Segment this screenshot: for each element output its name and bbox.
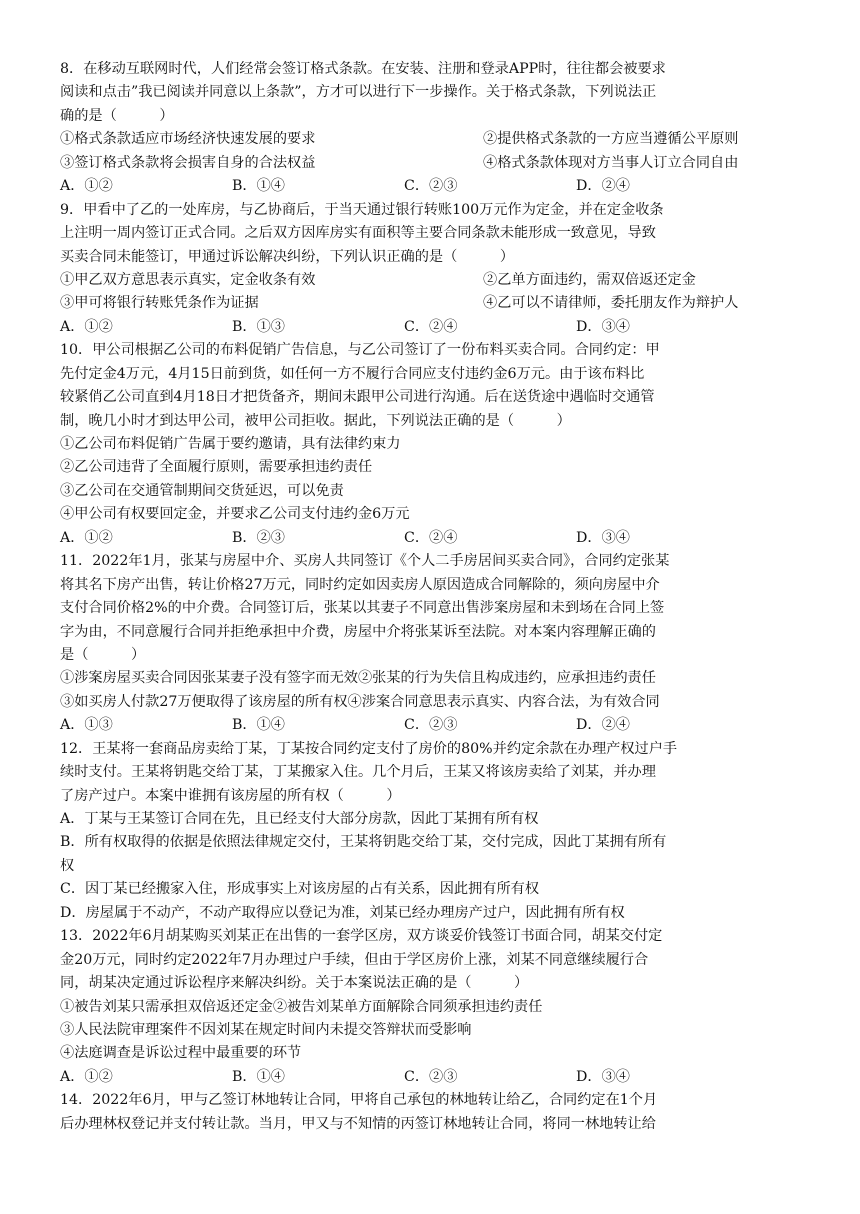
choice: D．房屋属于不动产，不动产取得应以登记为准，刘某已经办理房产过户，因此拥有所有权 xyxy=(60,904,625,921)
statement: ③如买房人付款27万便取得了该房屋的所有权④涉案合同意思表示真实、内容合法，为有效合同 xyxy=(60,693,660,710)
option-a: A．①② xyxy=(60,178,113,195)
option-b: B．①④ xyxy=(232,717,285,734)
statement-row xyxy=(60,152,805,175)
option-a: A．①③ xyxy=(60,717,113,734)
question-stem: 较紧俏乙公司直到4月18日才把货备齐，期间未跟甲公司进行沟通。后在送货途中遇临时交通管 xyxy=(60,389,655,406)
option-c: C．②③ xyxy=(404,1068,458,1085)
statement: ③人民法院审理案件不因刘某在规定时间内未提交答辩状而受影响 xyxy=(60,1021,472,1038)
option-a: A．①② xyxy=(60,318,113,335)
answer-options xyxy=(60,714,805,737)
question-stem: 14．2022年6月，甲与乙签订林地转让合同，甲将自己承包的林地转让给乙，合同约定在1个月 xyxy=(60,1092,658,1109)
question-stem: 确的是（ ） xyxy=(60,107,174,124)
option-b: B．①④ xyxy=(232,1068,285,1085)
choice: C．因丁某已经搬家入住，形成事实上对该房屋的占有关系，因此拥有所有权 xyxy=(60,881,540,898)
question-stem: 续时支付。王某将钥匙交给丁某，丁某搬家入住。几个月后，王某又将该房卖给了刘某，并办理 xyxy=(60,764,656,781)
choice: B．所有权取得的依据是依照法律规定交付，王某将钥匙交给丁某，交付完成，因此丁某拥有所有 xyxy=(60,834,667,851)
statement: ②提供格式条款的一方应当遵循公平原则 xyxy=(483,131,739,148)
statement: ②乙公司违背了全面履行原则，需要承担违约责任 xyxy=(60,459,373,476)
statement-row xyxy=(60,292,805,315)
question-8 xyxy=(60,58,805,199)
statement-row xyxy=(60,128,805,151)
question-stem: 11．2022年1月，张某与房屋中介、买房人共同签订《个人二手房居间买卖合同》，合同约定张某 xyxy=(60,553,670,570)
statement: ④乙可以不请律师，委托朋友作为辩护人 xyxy=(483,295,739,312)
statement: ①格式条款适应市场经济快速发展的要求 xyxy=(60,131,316,148)
answer-options xyxy=(60,527,805,550)
choice: A．丁某与王某签订合同在先，且已经支付大部分房款，因此丁某拥有所有权 xyxy=(60,811,539,827)
option-d: D．③④ xyxy=(576,1068,630,1085)
option-b: B．②③ xyxy=(232,529,285,546)
statement: ①甲乙双方意思表示真实，定金收条有效 xyxy=(60,271,316,288)
question-10 xyxy=(60,339,805,550)
question-stem: 制，晚几小时才到达甲公司，被甲公司拒收。据此，下列说法正确的是（ ） xyxy=(60,412,571,429)
option-c: C．②④ xyxy=(404,529,458,546)
option-c: C．②③ xyxy=(404,717,458,734)
statement: ③甲可将银行转账凭条作为证据 xyxy=(60,295,259,312)
option-d: D．②④ xyxy=(576,178,630,195)
option-d: D．③④ xyxy=(576,318,630,335)
question-stem: 了房产过户。本案中谁拥有该房屋的所有权（ ） xyxy=(60,787,401,804)
statement: ③乙公司在交通管制期间交货延迟，可以免责 xyxy=(60,482,344,499)
question-stem: 上注明一周内签订正式合同。之后双方因库房实有面积等主要合同条款未能形成一致意见，导致 xyxy=(60,225,656,242)
question-14 xyxy=(60,1089,805,1136)
answer-options xyxy=(60,175,805,198)
statement: ④法庭调查是诉讼过程中最重要的环节 xyxy=(60,1045,302,1062)
question-stem: 阅读和点击”我已阅读并同意以上条款”，方才可以进行下一步操作。关于格式条款，下列说法正 xyxy=(60,84,657,101)
question-stem: 金20万元，同时约定2022年7月办理过户手续，但由于学区房价上涨，刘某不同意继续履行合 xyxy=(60,951,649,968)
statement: ④甲公司有权要回定金，并要求乙公司支付违约金6万元 xyxy=(60,506,410,523)
option-c: C．②④ xyxy=(404,318,458,335)
question-stem: 支付合同价格2%的中介费。合同签订后，张某以其妻子不同意出售涉案房屋和未到场在合同上签 xyxy=(60,600,665,617)
question-11 xyxy=(60,550,805,738)
answer-options xyxy=(60,1066,805,1089)
option-d: D．③④ xyxy=(576,529,630,546)
exam-page xyxy=(60,58,805,1136)
option-b: B．①④ xyxy=(232,178,285,195)
question-stem: 买卖合同未能签订，甲通过诉讼解决纠纷，下列认识正确的是（ ） xyxy=(60,248,515,265)
statement: ①乙公司布料促销广告属于要约邀请，具有法律约束力 xyxy=(60,436,401,452)
statement: ①被告刘某只需承担双倍返还定金②被告刘某单方面解除合同须承担违约责任 xyxy=(60,998,543,1015)
question-stem: 字为由，不同意履行合同并拒绝承担中介费，房屋中介将张某诉至法院。对本案内容理解正确的 xyxy=(60,623,656,640)
question-stem: 8．在移动互联网时代，人们经常会签订格式条款。在安装、注册和登录APP时，往往都会被要求 xyxy=(60,61,666,77)
option-a: A．①② xyxy=(60,529,113,546)
question-stem: 后办理林权登记并支付转让款。当月，甲又与不知情的丙签订林地转让合同，将同一林地转让给 xyxy=(60,1115,656,1132)
option-b: B．①③ xyxy=(232,318,285,335)
question-12 xyxy=(60,738,805,926)
question-stem: 13．2022年6月胡某购买刘某正在出售的一套学区房，双方谈妥价钱签订书面合同，胡某交付定 xyxy=(60,928,663,945)
question-stem: 12．王某将一套商品房卖给丁某，丁某按合同约定支付了房价的80%并约定余款在办理产权过户手 xyxy=(60,740,678,757)
statement: ①涉案房屋买卖合同因张某妻子没有签字而无效②张某的行为失信且构成违约，应承担违约责任 xyxy=(60,670,656,687)
question-stem: 同，胡某决定通过诉讼程序来解决纠纷。关于本案说法正确的是（ ） xyxy=(60,975,529,992)
question-stem: 先付定金4万元，4月15日前到货，如任何一方不履行合同应支付违约金6万元。由于该布料比 xyxy=(60,365,645,382)
question-stem: 9．甲看中了乙的一处库房，与乙协商后，于当天通过银行转账100万元作为定金，并在定金收条 xyxy=(60,201,664,218)
statement: ④格式条款体现对方当事人订立合同自由 xyxy=(483,154,739,171)
choice: 权 xyxy=(60,857,75,874)
question-13 xyxy=(60,925,805,1089)
statement: ③签订格式条款将会损害自身的合法权益 xyxy=(60,154,316,171)
statement: ②乙单方面违约，需双倍返还定金 xyxy=(483,271,696,288)
option-d: D．②④ xyxy=(576,717,630,734)
option-c: C．②③ xyxy=(404,178,458,195)
answer-options xyxy=(60,316,805,339)
question-stem: 将其名下房产出售，转让价格27万元，同时约定如因卖房人原因造成合同解除的，须向房屋中介 xyxy=(60,576,660,593)
question-stem: 10．甲公司根据乙公司的布料促销广告信息，与乙公司签订了一份布料买卖合同。合同约定：甲 xyxy=(60,342,660,359)
question-stem: 是（ ） xyxy=(60,646,146,663)
option-a: A．①② xyxy=(60,1068,113,1085)
question-9 xyxy=(60,199,805,340)
statement-row xyxy=(60,269,805,292)
